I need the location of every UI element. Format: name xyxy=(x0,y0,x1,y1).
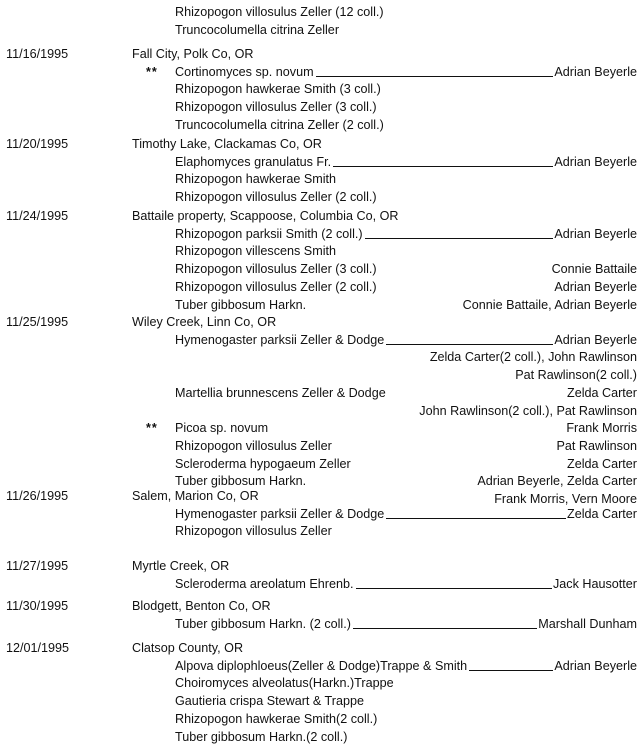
species-row xyxy=(0,658,639,675)
species-row xyxy=(0,349,639,366)
leader-line xyxy=(356,588,552,589)
species-name: Rhizopogon villosulus Zeller (3 coll.) xyxy=(175,100,377,115)
new-species-marker: ** xyxy=(146,64,158,79)
entry-location: Blodgett, Benton Co, OR xyxy=(132,599,271,613)
species-row xyxy=(0,332,639,349)
species-row xyxy=(0,616,639,633)
species-name: Rhizopogon parksii Smith (2 coll.) xyxy=(175,226,363,241)
species-name: Tuber gibbosum Harkn. xyxy=(175,474,307,489)
species-name: Hymenogaster parksii Zeller & Dodge xyxy=(175,506,385,521)
entry-header xyxy=(0,640,639,657)
collector-name: Zelda Carter(2 coll.), John Rawlinson xyxy=(429,350,637,365)
collector-name: Zelda Carter xyxy=(567,506,637,521)
collector-name: Adrian Beyerle xyxy=(554,226,637,241)
species-name: Scleroderma hypogaeum Zeller xyxy=(175,456,351,471)
entry-header xyxy=(0,46,639,63)
species-row xyxy=(0,576,639,593)
species-row xyxy=(0,456,639,473)
collector-name: Pat Rawlinson(2 coll.) xyxy=(515,368,637,383)
entry-location: Salem, Marion Co, OR xyxy=(132,489,259,503)
species-row xyxy=(0,243,639,260)
collector-name: John Rawlinson(2 coll.), Pat Rawlinson xyxy=(419,403,637,418)
leader-line xyxy=(469,670,553,671)
entry-location: Wiley Creek, Linn Co, OR xyxy=(132,315,277,329)
leader-line xyxy=(365,238,554,239)
collector-name: Zelda Carter xyxy=(567,456,637,471)
collector-name: Adrian Beyerle xyxy=(554,154,637,169)
species-name: Rhizopogon villosulus Zeller (2 coll.) xyxy=(175,279,377,294)
species-row xyxy=(0,385,639,402)
species-name: Rhizopogon villosulus Zeller (2 coll.) xyxy=(175,190,377,205)
species-row xyxy=(0,117,639,134)
entry-header xyxy=(0,208,639,225)
species-name: Tuber gibbosum Harkn. (2 coll.) xyxy=(175,616,351,631)
collector-name: Connie Battaile xyxy=(551,262,637,277)
species-row xyxy=(0,367,639,384)
species-name: Rhizopogon villosulus Zeller xyxy=(175,438,332,453)
species-row xyxy=(0,523,639,540)
collector-name: Connie Battaile, Adrian Beyerle xyxy=(462,297,637,312)
species-row xyxy=(0,261,639,278)
entry-location: Timothy Lake, Clackamas Co, OR xyxy=(132,137,322,151)
species-row xyxy=(0,438,639,455)
species-row xyxy=(0,506,639,523)
leader-line xyxy=(333,166,553,167)
entry-header xyxy=(0,598,639,615)
species-name: Alpova diplophloeus(Zeller & Dodge)Trappe & Smith xyxy=(175,658,468,673)
species-row xyxy=(0,711,639,728)
species-row xyxy=(0,693,639,710)
leader-line xyxy=(386,344,553,345)
species-name: Scleroderma areolatum Ehrenb. xyxy=(175,576,354,591)
species-row xyxy=(0,279,639,296)
species-name: Gautieria crispa Stewart & Trappe xyxy=(175,694,364,709)
species-row xyxy=(0,154,639,171)
entry-location: Clatsop County, OR xyxy=(132,641,244,655)
entry-date: 11/30/1995 xyxy=(6,599,69,613)
entry-date: 12/01/1995 xyxy=(6,641,70,655)
species-name: Choiromyces alveolatus(Harkn.)Trappe xyxy=(175,676,394,691)
species-row xyxy=(0,22,639,39)
entry-header xyxy=(0,314,639,331)
collector-name: Adrian Beyerle xyxy=(554,64,637,79)
collector-name: Adrian Beyerle, Zelda Carter xyxy=(477,474,637,489)
species-name: Cortinomyces sp. novum xyxy=(175,64,314,79)
entry-date: 11/26/1995 xyxy=(6,489,69,503)
entry-header xyxy=(0,558,639,575)
entry-header xyxy=(0,488,639,505)
species-name: Truncocolumella citrina Zeller (2 coll.) xyxy=(175,117,384,132)
species-row xyxy=(0,4,639,21)
species-row xyxy=(0,403,639,420)
entry-location: Myrtle Creek, OR xyxy=(132,559,230,573)
collector-name: Zelda Carter xyxy=(567,385,637,400)
species-name: Rhizopogon hawkerae Smith (3 coll.) xyxy=(175,82,381,97)
species-name: Hymenogaster parksii Zeller & Dodge xyxy=(175,332,385,347)
species-name: Picoa sp. novum xyxy=(175,421,269,436)
species-row xyxy=(0,81,639,98)
entry-date: 11/27/1995 xyxy=(6,559,69,573)
entry-date: 11/16/1995 xyxy=(6,47,69,61)
entry-location: Battaile property, Scappoose, Columbia Co, OR xyxy=(132,209,399,223)
species-name: Rhizopogon hawkerae Smith xyxy=(175,172,337,187)
species-name: Rhizopogon villosulus Zeller (12 coll.) xyxy=(175,5,384,19)
collector-name: Marshall Dunham xyxy=(538,616,637,631)
species-row xyxy=(0,297,639,314)
species-name: Tuber gibbosum Harkn.(2 coll.) xyxy=(175,729,348,744)
collector-name: Adrian Beyerle xyxy=(554,658,637,673)
entry-header xyxy=(0,136,639,153)
leader-line xyxy=(353,628,537,629)
species-row xyxy=(0,64,639,81)
species-row xyxy=(0,171,639,188)
collector-name: Adrian Beyerle xyxy=(554,279,637,294)
collector-name: Adrian Beyerle xyxy=(554,332,637,347)
collector-name: Frank Morris xyxy=(566,421,637,436)
species-row xyxy=(0,420,639,437)
species-name: Rhizopogon villosulus Zeller xyxy=(175,524,332,539)
species-row xyxy=(0,99,639,116)
species-name: Tuber gibbosum Harkn. xyxy=(175,297,307,312)
species-name: Elaphomyces granulatus Fr. xyxy=(175,154,332,169)
species-name: Rhizopogon hawkerae Smith(2 coll.) xyxy=(175,711,378,726)
entry-location: Fall City, Polk Co, OR xyxy=(132,47,254,61)
species-row xyxy=(0,189,639,206)
species-name: Martellia brunnescens Zeller & Dodge xyxy=(175,385,386,400)
species-name: Truncocolumella citrina Zeller xyxy=(175,22,340,37)
species-name: Rhizopogon villescens Smith xyxy=(175,244,337,259)
entry-date: 11/25/1995 xyxy=(6,315,69,329)
leader-line xyxy=(316,76,554,77)
new-species-marker: ** xyxy=(146,421,158,436)
species-row xyxy=(0,675,639,692)
collector-name: Frank Morris, Vern Moore xyxy=(494,492,637,506)
species-row xyxy=(0,729,639,746)
collector-name: Jack Hausotter xyxy=(553,576,637,591)
entry-date: 11/20/1995 xyxy=(6,137,69,151)
species-name: Rhizopogon villosulus Zeller (3 coll.) xyxy=(175,262,377,277)
entry-date: 11/24/1995 xyxy=(6,209,69,223)
leader-line xyxy=(386,518,566,519)
species-row xyxy=(0,226,639,243)
collector-name: Pat Rawlinson xyxy=(556,438,637,453)
